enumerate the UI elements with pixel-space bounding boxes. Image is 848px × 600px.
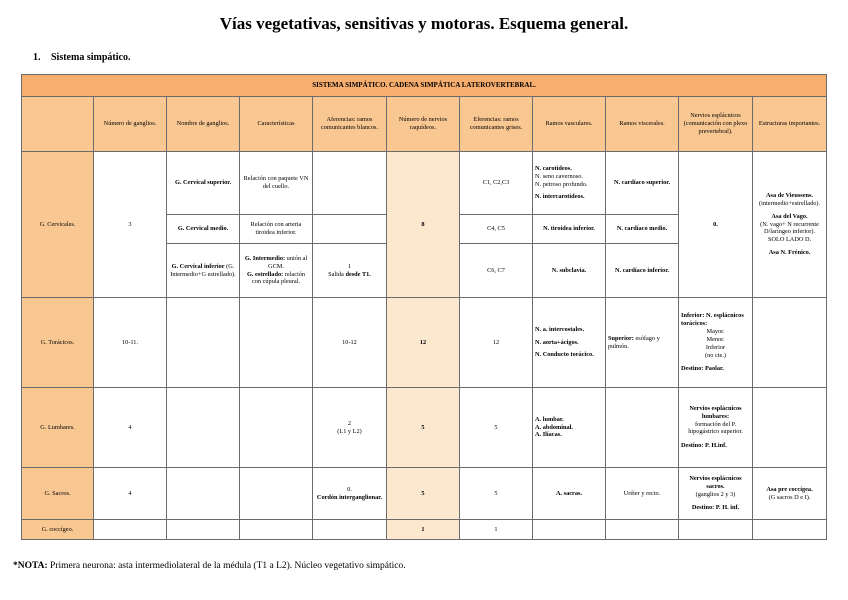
- cell-line: N. aorta+ácigos.: [535, 338, 579, 346]
- footnote: [13, 561, 406, 571]
- cell-line: Destino: P. H. inf.: [691, 503, 740, 511]
- cell-line: Cordón interganglionar.: [316, 493, 383, 501]
- sympathetic-table: [21, 74, 827, 540]
- cell-line: Nervios esplácnicos lumbares:: [689, 404, 742, 420]
- cell: [753, 520, 827, 540]
- cell: [753, 152, 827, 298]
- cell-line: Asa pre coccígea.: [766, 485, 813, 493]
- cell: N. tiroidea inferior.: [533, 215, 606, 244]
- cell-line: desde T1.: [345, 270, 371, 278]
- table-band-title: SISTEMA SIMPÁTICO. CADENA SIMPÁTICA LATEROVERTEBRAL.: [22, 75, 827, 97]
- cell-line: Destino: Paolar.: [681, 364, 724, 372]
- section-heading: [33, 52, 130, 63]
- cell: [533, 388, 606, 468]
- cell: Relación con paquete VN del cuello.: [240, 152, 313, 215]
- cell-line: A. abdominal.: [535, 423, 573, 431]
- cell-line: SOLO LADO D.: [767, 236, 812, 244]
- cell-line: N. carotídeos.: [535, 165, 572, 173]
- cell: [240, 244, 313, 298]
- cell: [313, 152, 387, 215]
- cell: [606, 520, 679, 540]
- cell: G. Cervical medio.: [167, 215, 240, 244]
- cell: [313, 388, 387, 468]
- cell-line: Menor.: [706, 336, 725, 344]
- cell: C4, C5: [460, 215, 533, 244]
- cell: N. subclavia.: [533, 244, 606, 298]
- cell: [313, 520, 387, 540]
- cell-line: esófago y pulmón.: [608, 334, 660, 350]
- cell-line: (ganglios 2 y 3): [695, 491, 736, 498]
- cell: 5: [387, 468, 460, 520]
- cell-line: G. estrellado:: [246, 270, 284, 278]
- header-corner: [22, 97, 94, 152]
- page-title: Vías vegetativas, sensitivas y motoras. Esquema general.: [219, 14, 629, 33]
- cell-line: N. a. intercostales.: [535, 325, 585, 333]
- cell: [679, 520, 753, 540]
- cell: [606, 388, 679, 468]
- cell: [533, 520, 606, 540]
- cell: [679, 388, 753, 468]
- row-label-lumbar: G. Lumbares.: [22, 388, 94, 468]
- cell: [167, 244, 240, 298]
- cell: [94, 520, 167, 540]
- cell-line: 0.: [347, 485, 352, 493]
- cell-line: N. Conducto torácico.: [535, 351, 594, 359]
- cell-line: 1: [347, 262, 352, 270]
- cell-line: Inferior: [705, 343, 726, 351]
- cell: Uréter y recto.: [606, 468, 679, 520]
- cell: 5: [387, 388, 460, 468]
- cell-line: N. seno cavernoso.: [535, 173, 583, 181]
- cell-line: Mayor.: [706, 328, 725, 336]
- cell-line: Nervios esplácnicos sacros.: [689, 475, 742, 491]
- cell: [753, 388, 827, 468]
- cell: [167, 468, 240, 520]
- cell: C6, C7: [460, 244, 533, 298]
- cell: [240, 388, 313, 468]
- cell: Relación con arteria tiroidea inferior.: [240, 215, 313, 244]
- cell: C1, C2,C3: [460, 152, 533, 215]
- row-label-cervical: G. Cervicales.: [22, 152, 94, 298]
- cell: 0.: [679, 152, 753, 298]
- header-cell: Ramos viscerales.: [606, 97, 679, 152]
- cell-line: G. Cervical inferior: [171, 262, 225, 270]
- cell: [240, 468, 313, 520]
- cell: G. Cervical superior.: [167, 152, 240, 215]
- footnote-prefix: *NOTA:: [13, 561, 48, 571]
- cell-line: A. Ilíacas.: [535, 431, 562, 439]
- cell: [167, 298, 240, 388]
- cell-line: Asa del Vago.: [771, 212, 808, 220]
- cell: [313, 244, 387, 298]
- cell: [313, 215, 387, 244]
- row-label-coccyx: G. coccígeo.: [22, 520, 94, 540]
- cell: [533, 298, 606, 388]
- cell: [167, 388, 240, 468]
- header-cell: Aferencias: ramos comunicantes blancos.: [313, 97, 387, 152]
- cell: [240, 298, 313, 388]
- header-cell: Número de nervios raquídeos.: [387, 97, 460, 152]
- table-row: [22, 388, 827, 468]
- cell-line: N. petroso profundo.: [535, 181, 588, 188]
- row-label-toracic: G. Torácicos.: [22, 298, 94, 388]
- cell: [167, 520, 240, 540]
- cell-line: A. lumbar.: [535, 415, 564, 423]
- header-cell: Características: [240, 97, 313, 152]
- cell-line: formación del P. hipogástrico superior.: [688, 420, 743, 436]
- cell: [240, 520, 313, 540]
- cell-line: G. Intermedio:: [244, 254, 286, 262]
- cell: 10-11.: [94, 298, 167, 388]
- header-cell: Nervios esplácnicos (comunicación con plexo prevertebral).: [679, 97, 753, 152]
- cell: 12: [387, 298, 460, 388]
- cell: 8: [387, 152, 460, 298]
- cell-line: 2: [347, 419, 352, 427]
- table-row: [22, 298, 827, 388]
- cell: N. cardíaco superior.: [606, 152, 679, 215]
- cell: 1: [460, 520, 533, 540]
- cell-line: (G. Intermedio+G estrellado).: [170, 262, 236, 278]
- section-number: 1.: [33, 52, 41, 63]
- row-label-sacral: G. Sacros.: [22, 468, 94, 520]
- table-row: [22, 520, 827, 540]
- header-cell: Eferencias: ramos comunicantes grises.: [460, 97, 533, 152]
- header-cell: Ramos vasculares.: [533, 97, 606, 152]
- cell: 5: [460, 388, 533, 468]
- cell-line: Superior:: [608, 334, 634, 342]
- cell-line: Destino: P. H.inf.: [681, 442, 727, 450]
- cell: 3: [94, 152, 167, 298]
- cell-line: Asa N. Frénico.: [768, 249, 811, 257]
- cell: A. sacras.: [533, 468, 606, 520]
- table-row: [22, 468, 827, 520]
- cell: [753, 468, 827, 520]
- cell: N. cardíaco inferior.: [606, 244, 679, 298]
- header-cell: Estructuras importantes.: [753, 97, 827, 152]
- cell: [679, 468, 753, 520]
- cell: N. cardíaco medio.: [606, 215, 679, 244]
- cell: 4: [94, 388, 167, 468]
- cell-line: N. intercarotídeos.: [535, 192, 585, 200]
- cell: [679, 298, 753, 388]
- cell: 12: [460, 298, 533, 388]
- cell-line: (L1 y L2): [337, 427, 362, 435]
- cell-line: (no cte.): [705, 351, 726, 359]
- header-cell: Número de ganglios.: [94, 97, 167, 152]
- cell: 10-12: [313, 298, 387, 388]
- cell-line: relación con cúpula pleural.: [251, 270, 306, 286]
- table-header-row: [22, 97, 827, 152]
- cell-line: Salida: [328, 270, 344, 278]
- cell-line: Asa de Vieussens.: [766, 191, 814, 199]
- cell: 4: [94, 468, 167, 520]
- cell-line: (N. vago+ N recurrente D/laríngeo inferior).: [760, 220, 819, 236]
- cell: 5: [460, 468, 533, 520]
- cell-line: unión al GCM.: [268, 254, 308, 270]
- footnote-text: Primera neurona: asta intermediolateral de la médula (T1 a L2). Núcleo vegetativo simpático.: [47, 561, 406, 571]
- table-row: [22, 152, 827, 215]
- cell: [753, 298, 827, 388]
- cell: 1: [387, 520, 460, 540]
- cell-line: (intermedio+estrellado).: [759, 199, 821, 207]
- cell-line: (G sacros D e I).: [768, 493, 811, 501]
- cell: [533, 152, 606, 215]
- cell-line: Inferior: N. esplácnicos torácicos:: [681, 312, 744, 328]
- section-label: Sistema simpático.: [51, 52, 131, 63]
- header-cell: Nombre de ganglios.: [167, 97, 240, 152]
- cell: [606, 298, 679, 388]
- cell: [313, 468, 387, 520]
